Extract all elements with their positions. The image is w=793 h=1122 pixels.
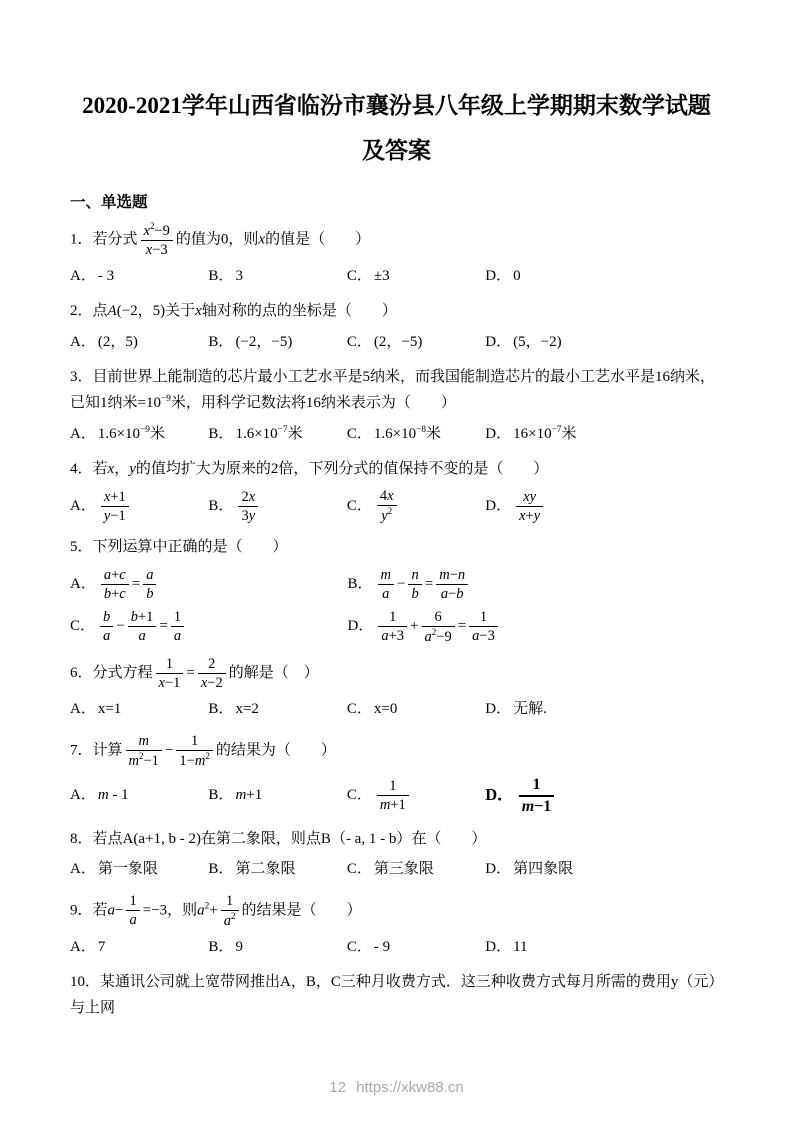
- option-label: C．: [346, 938, 372, 955]
- footer-watermark: [0, 1079, 793, 1096]
- option-content: 第三象限: [373, 861, 434, 877]
- math-variable: n: [457, 566, 466, 583]
- math-fraction: [100, 608, 113, 645]
- math-variable: a: [129, 912, 137, 929]
- option-content: - 9: [373, 938, 391, 955]
- question-options: [70, 857, 723, 883]
- math-superscript: −7: [551, 424, 562, 435]
- option-content: x=1: [97, 701, 122, 718]
- answer-option: [485, 264, 723, 290]
- answer-option: [485, 488, 723, 525]
- math-variable: n: [411, 566, 419, 583]
- question: [70, 221, 723, 290]
- answer-option: [70, 783, 208, 809]
- answer-option: [485, 330, 723, 356]
- math-variable: m: [521, 797, 535, 815]
- math-variable: x: [145, 241, 153, 258]
- option-label: B．: [347, 575, 373, 592]
- option-label: C．: [346, 787, 372, 804]
- math-variable: a: [107, 901, 116, 918]
- math-fraction: $\frac{1}{x-1}$: [156, 655, 184, 692]
- math-variable: b: [411, 585, 419, 602]
- math-fraction: $\frac{1}{a^2}$: [221, 892, 239, 930]
- option-content: (−2，−5): [235, 333, 293, 350]
- math-variable: a: [223, 912, 232, 929]
- answer-option: [70, 857, 208, 883]
- option-label: A．: [70, 787, 96, 803]
- math-fraction: $\frac{4x}{y^2}$: [377, 487, 397, 525]
- option-label: B．: [208, 425, 234, 442]
- math-variable: a: [103, 628, 111, 645]
- math-superscript: −9: [140, 424, 150, 435]
- question-stem: 9．若a− $\frac{1}{a}$ =−3，则$a^2+$ $\frac{1}{a^2}$ 的结果是（ ）: [70, 892, 362, 929]
- math-fraction: $\frac{2}{x-2}$: [198, 655, 226, 692]
- option-content: [235, 488, 261, 524]
- question-stem: 3．目前世界上能制造的芯片最小工艺水平是5纳米，而我国能制造芯片的最小工艺水平是16纳米，已知1纳米$=10^{-9}$米，用科学记数法将16纳米表示为（ ）: [70, 369, 716, 412]
- math-variable: m: [128, 752, 139, 769]
- math-variable: m: [97, 787, 109, 803]
- math-fraction: $\frac{m}{m^2-1}$: [126, 732, 162, 770]
- math-variable: m: [379, 797, 391, 814]
- option-content: 9: [235, 938, 243, 955]
- math-fraction: $\frac{x+1}{y-1}$: [101, 488, 129, 525]
- math-variable: x: [248, 488, 256, 505]
- option-content: [516, 775, 558, 815]
- math-variable: xy: [523, 488, 537, 505]
- math-superscript: 2: [204, 900, 210, 911]
- question-stem: 8．若点A(a+1, b - 2)在第二象限，则点B（- a, 1 - b）在（ ）: [70, 830, 487, 847]
- math-fraction: $\frac{b+1}{a}$: [128, 608, 157, 645]
- answer-option: [70, 608, 348, 645]
- option-content: 0: [513, 267, 521, 284]
- option-label: D．: [485, 701, 512, 718]
- option-content: 3: [235, 267, 243, 284]
- question-options: [70, 330, 723, 356]
- answer-option: [208, 330, 346, 356]
- answer-option: [208, 697, 346, 723]
- option-content: 无解.: [513, 701, 547, 718]
- math-fraction: [408, 566, 421, 603]
- answer-option: [485, 697, 723, 723]
- math-superscript: −8: [416, 424, 426, 435]
- section-heading: 一、单选题: [70, 193, 148, 211]
- math-fraction: $\frac{1}{m-1}$: [519, 775, 555, 817]
- math-variable: m: [380, 566, 392, 583]
- option-content: $\frac{1}{a+3}$ + $\frac{6}{a^2-9}$ = $\frac{1}{a-3}$: [375, 618, 501, 634]
- option-label: C．: [346, 267, 372, 284]
- math-variable: b: [146, 585, 154, 602]
- option-label: D．: [485, 333, 512, 350]
- option-content: (2，5): [97, 333, 138, 350]
- answer-option: [208, 783, 346, 809]
- option-content: [98, 488, 132, 524]
- option-label: D．: [485, 861, 512, 877]
- answer-option: [485, 775, 723, 817]
- option-content: 第四象限: [513, 861, 574, 877]
- answer-option: [347, 935, 485, 961]
- answer-option: [348, 566, 723, 603]
- answer-option: [485, 857, 723, 883]
- math-variable: m: [235, 787, 247, 803]
- math-variable: y: [103, 507, 111, 524]
- math-variable: y: [248, 507, 256, 524]
- math-variable: x: [519, 507, 526, 524]
- math-variable: c: [119, 566, 126, 583]
- math-fraction: $\frac{m-n}{a-b}$: [436, 566, 468, 603]
- math-variable: b: [130, 609, 138, 626]
- option-content: $1.6\times 10^{-7}$米: [235, 424, 303, 442]
- question: [70, 892, 723, 961]
- question-stem: 6．分式方程 $\frac{1}{x-1}$ = $\frac{2}{x-2}$ 的解是（ ）: [70, 655, 319, 692]
- answer-option: [208, 422, 346, 448]
- option-label: D．: [485, 267, 512, 284]
- option-content: - 3: [97, 267, 115, 284]
- question: [70, 826, 723, 883]
- math-fraction: $\frac{1}{m+1}$: [377, 777, 409, 814]
- option-content: $\frac{b}{a}$ − $\frac{b+1}{a}$ = $\frac{1}{a}$: [97, 618, 187, 634]
- option-content: 11: [513, 938, 528, 955]
- question: [70, 969, 723, 1022]
- option-label: A．: [70, 425, 96, 442]
- question: [70, 364, 723, 447]
- answer-option: [347, 697, 485, 723]
- math-variable: m: [439, 566, 450, 583]
- math-variable: a: [103, 566, 112, 583]
- option-content: [374, 488, 400, 525]
- option-content: 7: [97, 938, 106, 955]
- math-variable: x: [143, 222, 150, 239]
- math-variable: a: [381, 628, 389, 645]
- option-content: (2，−5): [373, 333, 423, 350]
- option-label: A．: [70, 497, 96, 514]
- math-fraction: [143, 566, 156, 603]
- question-options: [70, 422, 723, 448]
- answer-option: [70, 264, 208, 290]
- question-options: [70, 697, 723, 723]
- option-content: 第二象限: [235, 861, 296, 877]
- option-label: B．: [208, 333, 234, 350]
- answer-option: [208, 264, 346, 290]
- question-stem: 4．若x，y的值均扩大为原来的2倍，下列分式的值保持不变的是（ ）: [70, 461, 549, 478]
- math-superscript: 2: [431, 626, 437, 637]
- math-variable: x: [200, 675, 208, 692]
- option-label: C．: [70, 618, 96, 635]
- math-variable: y: [533, 507, 541, 524]
- option-label: D．: [485, 497, 512, 514]
- math-variable: x: [387, 488, 394, 505]
- answer-option: [347, 487, 485, 525]
- option-content: $1.6\times 10^{-8}$米: [373, 424, 441, 442]
- answer-option: [347, 330, 485, 356]
- math-variable: a: [382, 585, 390, 602]
- answer-option: [70, 330, 208, 356]
- math-variable: b: [456, 585, 464, 602]
- option-content: $16\times 10^{-7}$米: [513, 424, 577, 442]
- answer-option: [70, 422, 208, 448]
- option-label: B．: [208, 861, 234, 877]
- question: [70, 456, 723, 525]
- math-variable: x: [158, 675, 165, 692]
- question-options: [70, 566, 723, 646]
- math-fraction: $\frac{xy}{x+y}$: [516, 488, 543, 525]
- option-label: A．: [70, 575, 96, 592]
- question-options: [70, 935, 723, 961]
- answer-option: [485, 935, 723, 961]
- page-number: 12: [329, 1079, 346, 1096]
- answer-option: [70, 566, 348, 603]
- option-label: D．: [347, 618, 374, 635]
- math-variable: a: [440, 585, 449, 602]
- math-variable: x: [195, 303, 202, 320]
- footer-link[interactable]: https://xkw88.cn: [356, 1079, 464, 1096]
- math-variable: m: [138, 732, 149, 749]
- option-content: 第一象限: [97, 861, 158, 877]
- option-content: m+1: [235, 787, 263, 803]
- math-variable: a: [424, 628, 432, 645]
- math-variable: a: [146, 566, 154, 583]
- option-content: [513, 488, 546, 524]
- question-options: [70, 264, 723, 290]
- option-label: B．: [208, 938, 234, 955]
- math-superscript: 2: [149, 220, 155, 231]
- question-options: [70, 775, 723, 817]
- answer-option: [70, 697, 208, 723]
- math-fraction: $\frac{1}{a-3}$: [469, 608, 498, 645]
- question-stem: 10．某通讯公司就上宽带网推出A，B，C三种月收费方式．这三种收费方式每月所需的费用y（元）与上网: [70, 974, 716, 1017]
- option-label: D．: [485, 938, 512, 955]
- math-variable: A: [107, 303, 117, 320]
- option-label: B．: [208, 497, 234, 514]
- option-label: B．: [208, 267, 234, 284]
- math-superscript: 2: [231, 910, 236, 921]
- question: [70, 534, 723, 646]
- math-variable: c: [119, 585, 126, 602]
- math-variable: x: [103, 488, 111, 505]
- math-superscript: 2: [205, 750, 210, 761]
- option-content: (5，−2): [513, 333, 562, 350]
- question-stem: 7．计算 $\frac{m}{m^2-1}$ − $\frac{1}{1-m^2}$ 的结果为（ ）: [70, 732, 336, 769]
- option-label: A．: [70, 861, 96, 877]
- option-content: $\frac{m}{a}$ − $\frac{n}{b}$ = $\frac{m-n}{a-b}$: [375, 576, 472, 592]
- option-content: $1.6\times 10^{-9}$米: [97, 424, 165, 442]
- option-content: [374, 778, 412, 814]
- math-fraction: $\frac{1}{1-m^2}$: [176, 732, 212, 770]
- math-variable: m: [194, 752, 206, 769]
- math-fraction: [378, 566, 394, 603]
- answer-option: [208, 857, 346, 883]
- math-superscript: −9: [160, 394, 171, 405]
- math-fraction: $\frac{x^2-9}{x-3}$: [141, 221, 173, 259]
- math-superscript: 2: [387, 506, 393, 517]
- questions-list: [70, 221, 723, 1022]
- option-label: C．: [346, 701, 372, 718]
- math-variable: y: [381, 508, 388, 525]
- math-fraction: $\frac{1}{a+3}$: [378, 608, 407, 645]
- option-label: D．: [485, 784, 514, 804]
- math-variable: a: [472, 628, 480, 645]
- answer-option: [485, 422, 723, 448]
- math-variable: a: [173, 628, 182, 645]
- answer-option: [347, 777, 485, 814]
- question-options: [70, 487, 723, 525]
- option-content: x=0: [373, 701, 398, 718]
- option-label: A．: [70, 701, 96, 718]
- option-label: C．: [346, 497, 372, 514]
- option-label: C．: [346, 861, 372, 877]
- question-stem: 2．点A(−2，5)关于x轴对称的点的坐标是（ ）: [70, 303, 397, 320]
- answer-option: [348, 608, 723, 646]
- math-superscript: −7: [277, 424, 288, 435]
- answer-option: [70, 935, 208, 961]
- answer-option: [208, 935, 346, 961]
- option-label: C．: [346, 425, 372, 442]
- math-fraction: $\frac{1}{a}$: [171, 608, 184, 645]
- option-content: ±3: [373, 267, 390, 284]
- option-content: m - 1: [97, 787, 129, 803]
- question-stem: 5．下列运算中正确的是（ ）: [70, 539, 288, 556]
- math-fraction: $\frac{1}{a}$: [126, 892, 139, 929]
- question: [70, 655, 723, 723]
- math-fraction: $\frac{2x}{3y}$: [238, 488, 258, 525]
- option-content: x=2: [235, 701, 259, 718]
- math-variable: a: [197, 901, 205, 918]
- question-stem: 1．若分式 $\frac{x^2-9}{x-3}$ 的值为0，则x的值是（ ）: [70, 220, 371, 258]
- answer-option: [347, 264, 485, 290]
- math-variable: b: [103, 585, 112, 602]
- option-label: B．: [208, 787, 234, 803]
- math-superscript: 2: [139, 750, 144, 761]
- option-label: A．: [70, 333, 96, 350]
- question: [70, 298, 723, 355]
- answer-option: [208, 488, 346, 525]
- question: [70, 732, 723, 817]
- option-content: $\frac{a+c}{b+c}$ = $\frac{a}{b}$: [98, 576, 160, 592]
- math-variable: a: [138, 628, 146, 645]
- math-variable: x: [258, 231, 266, 248]
- answer-option: [70, 488, 208, 525]
- option-label: A．: [70, 267, 96, 284]
- math-variable: y: [129, 461, 136, 478]
- math-variable: x: [107, 461, 115, 478]
- answer-option: [347, 422, 485, 448]
- math-fraction: $\frac{a+c}{b+c}$: [101, 566, 129, 603]
- page-title: 2020-2021学年山西省临汾市襄汾县八年级上学期期末数学试题及答案: [82, 93, 711, 163]
- option-label: C．: [346, 333, 372, 350]
- answer-option: [347, 857, 485, 883]
- math-variable: b: [103, 609, 111, 626]
- math-fraction: $\frac{6}{a^2-9}$: [422, 608, 455, 646]
- option-label: D．: [485, 425, 512, 442]
- option-label: A．: [70, 938, 96, 955]
- option-label: B．: [208, 701, 234, 718]
